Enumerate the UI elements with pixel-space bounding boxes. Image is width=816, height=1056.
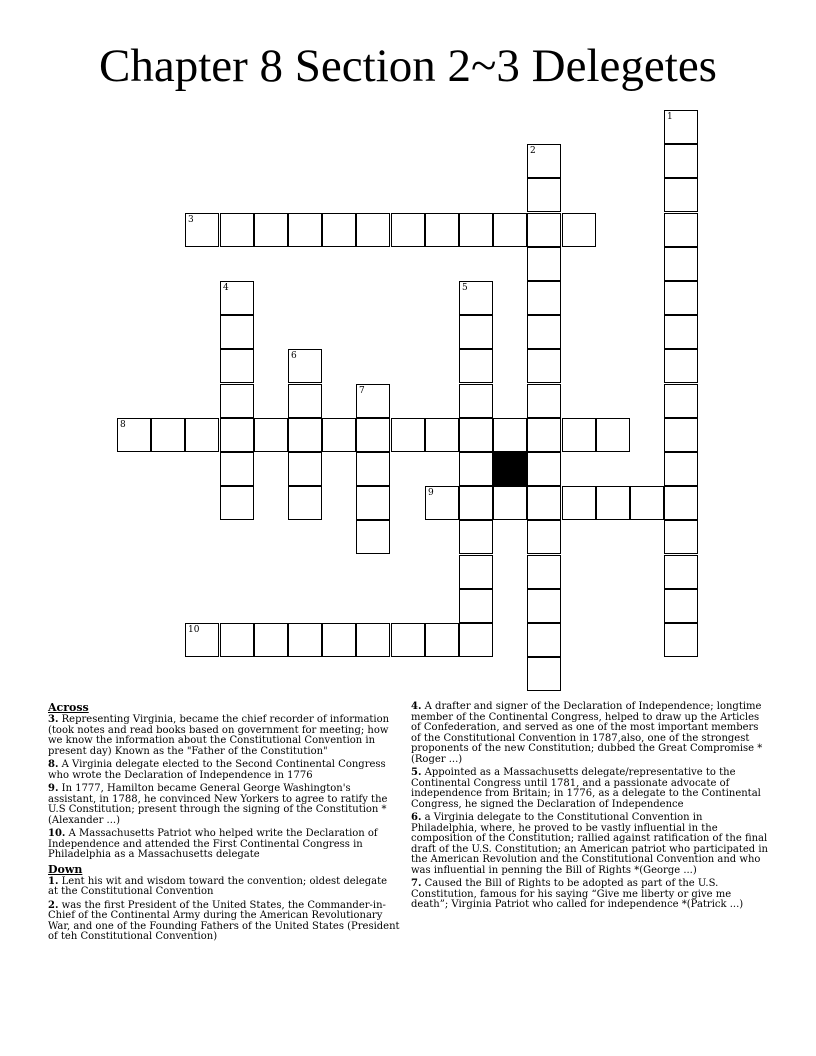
grid-cell[interactable] [288,452,322,486]
grid-cell[interactable] [493,213,527,247]
grid-cell[interactable] [459,213,493,247]
grid-cell[interactable] [220,315,254,349]
grid-cell[interactable] [527,213,561,247]
grid-cell[interactable] [527,589,561,623]
page-title: Chapter 8 Section 2~3 Delegetes [99,40,717,92]
grid-cell[interactable] [185,418,219,452]
grid-cell-black [493,452,527,486]
grid-cell[interactable] [356,486,390,520]
grid-cell[interactable] [459,486,493,520]
clue-down-4 [411,702,771,765]
grid-cell[interactable] [664,110,698,144]
grid-cell[interactable] [288,623,322,657]
grid-cell[interactable] [493,418,527,452]
grid-cell[interactable] [664,486,698,520]
clue-across-3 [48,715,400,757]
grid-cell[interactable] [493,486,527,520]
grid-cell[interactable] [596,486,630,520]
grid-cell[interactable] [527,486,561,520]
clue-number: 10. [48,828,66,839]
grid-cell[interactable] [220,486,254,520]
grid-cell[interactable] [527,555,561,589]
grid-cell[interactable] [527,418,561,452]
clue-number: 4. [411,701,422,712]
grid-cell[interactable] [562,486,596,520]
grid-cell[interactable] [664,144,698,178]
clue-number-label: 2 [530,146,536,156]
grid-cell[interactable] [220,281,254,315]
grid-cell[interactable] [527,247,561,281]
clue-down-5 [411,768,771,810]
grid-cell[interactable] [391,623,425,657]
grid-cell[interactable] [151,418,185,452]
clue-number-label: 9 [428,488,434,498]
grid-cell[interactable] [356,384,390,418]
grid-cell[interactable] [459,315,493,349]
grid-cell[interactable] [185,213,219,247]
grid-cell[interactable] [664,589,698,623]
clue-text: In 1777, Hamilton became General George Washington's assistant, in 1788, he convinced New Yorkers to agree to ratify the U.S Constitution; present through the signing of the Constitution *(Alexander ...) [48,783,388,826]
clue-number-label: 6 [291,351,297,361]
grid-cell[interactable] [596,418,630,452]
grid-cell[interactable] [527,281,561,315]
grid-cell[interactable] [220,384,254,418]
grid-cell[interactable] [220,452,254,486]
clue-number: 1. [48,875,59,887]
grid-cell[interactable] [664,520,698,554]
grid-cell[interactable] [630,486,664,520]
grid-cell[interactable] [254,418,288,452]
grid-cell[interactable] [322,418,356,452]
clue-number: 2. [48,899,59,911]
clue-number-label: 1 [667,112,673,122]
grid-cell[interactable] [527,452,561,486]
grid-cell[interactable] [664,213,698,247]
clues-right-column [411,702,771,914]
grid-cell[interactable] [527,349,561,383]
clue-number: 9. [48,783,59,794]
clue-text: Appointed as a Massachusetts delegate/representative to the Continental Congress until 1781, and a passionate advocate of independence from Britain; in 1776, as a delegate to the Continental Congress, he signed the Declaration of Independence [411,767,761,810]
grid-cell[interactable] [425,623,459,657]
grid-cell[interactable] [254,623,288,657]
grid-cell[interactable] [288,384,322,418]
clue-down-7 [411,879,771,911]
clue-down-2 [48,901,400,943]
grid-cell[interactable] [391,418,425,452]
grid-cell[interactable] [527,657,561,691]
clue-number-label: 5 [462,283,468,293]
grid-cell[interactable] [356,418,390,452]
clue-number-label: 3 [188,215,194,225]
clue-number-label: 7 [359,386,365,396]
grid-cell[interactable] [527,144,561,178]
grid-cell[interactable] [664,555,698,589]
grid-cell[interactable] [562,418,596,452]
grid-cell[interactable] [288,486,322,520]
grid-cell[interactable] [664,247,698,281]
grid-cell[interactable] [220,349,254,383]
grid-cell[interactable] [356,623,390,657]
grid-cell[interactable] [527,315,561,349]
grid-cell[interactable] [664,349,698,383]
grid-cell[interactable] [664,178,698,212]
grid-cell[interactable] [459,418,493,452]
clue-text: Representing Virginia, became the chief recorder of information (took notes and read books based on government for meeting; how we know the information about the Constitutional Convention in present day) Known as the "Father of the Constitution" [48,714,390,757]
clue-text: a Virginia delegate to the Constitutional Convention in Philadelphia, where, he proved to be vastly influential in the composition of the Constitution; rallied against ratification of the final draft of the U.S. Constitution; an American patriot who participated in the American Revolution and the Constitutional Convention and who was influential in penning the Bill of Rights *(George ...) [411,812,769,876]
clue-number-label: 4 [223,283,229,293]
grid-cell[interactable] [459,384,493,418]
clue-down-6 [411,813,771,876]
grid-cell[interactable] [664,623,698,657]
grid-cell[interactable] [185,623,219,657]
grid-cell[interactable] [527,178,561,212]
grid-cell[interactable] [220,418,254,452]
clue-number: 7. [411,878,422,889]
grid-cell[interactable] [664,315,698,349]
grid-cell[interactable] [459,520,493,554]
grid-cell[interactable] [117,418,151,452]
grid-cell[interactable] [288,418,322,452]
grid-cell[interactable] [459,452,493,486]
clue-across-10 [48,829,400,861]
grid-cell[interactable] [562,213,596,247]
grid-cell[interactable] [425,418,459,452]
clue-across-8 [48,760,400,781]
clue-text: Lent his wit and wisdom toward the convention; oldest delegate at the Constitutional Convention [48,875,388,897]
grid-cell[interactable] [459,349,493,383]
clue-down-1 [48,877,400,898]
grid-cell[interactable] [288,349,322,383]
grid-cell[interactable] [322,623,356,657]
grid-cell[interactable] [664,418,698,452]
grid-cell[interactable] [527,623,561,657]
clue-number: 8. [48,759,59,770]
grid-cell[interactable] [459,589,493,623]
grid-cell[interactable] [459,623,493,657]
clue-number: 3. [48,714,59,725]
grid-cell[interactable] [356,452,390,486]
clue-number-label: 8 [120,420,126,430]
grid-cell[interactable] [356,520,390,554]
grid-cell[interactable] [391,213,425,247]
grid-cell[interactable] [664,452,698,486]
clue-number-label: 10 [188,625,200,635]
grid-cell[interactable] [356,213,390,247]
clue-text: A Virginia delegate elected to the Second Continental Congress who wrote the Declaration of Independence in 1776 [48,759,386,781]
grid-cell[interactable] [664,384,698,418]
grid-cell[interactable] [220,213,254,247]
grid-cell[interactable] [527,520,561,554]
grid-cell[interactable] [288,213,322,247]
grid-cell[interactable] [459,281,493,315]
grid-cell[interactable] [459,555,493,589]
across-heading: Across [48,701,89,714]
grid-cell[interactable] [254,213,288,247]
clue-text: was the first President of the United States, the Commander-in-Chief of the Continental Army during the American Revolutionary War, and one of the Founding Fathers of the United States (President of teh Constitutional Convention) [48,899,400,942]
clue-text: A Massachusetts Patriot who helped write the Declaration of Independence and attended the First Continental Congress in Philadelphia as a Massachusetts delegate [48,828,378,860]
grid-cell[interactable] [322,213,356,247]
grid-cell[interactable] [220,623,254,657]
grid-cell[interactable] [425,213,459,247]
clue-text: Caused the Bill of Rights to be adopted as part of the U.S. Constitution, famous for his saying “Give me liberty or give me death”; Virginia Patriot who called for independence *(Patrick ...) [411,878,744,910]
clue-number: 5. [411,767,422,778]
grid-cell[interactable] [527,384,561,418]
clue-number: 6. [411,812,422,823]
clue-across-9 [48,784,400,826]
down-heading: Down [48,862,83,876]
grid-cell[interactable] [425,486,459,520]
clues-left-column [48,702,400,946]
grid-cell[interactable] [664,281,698,315]
clue-text: A drafter and signer of the Declaration of Independence; longtime member of the Continental Congress, helped to draw up the Articles of Confederation, and served as one of the most important members of the Constitutional Convention in 1787,also, one of the strongest proponents of the new Constitution; dubbed the Great Compromise *(Roger ...) [411,701,763,765]
